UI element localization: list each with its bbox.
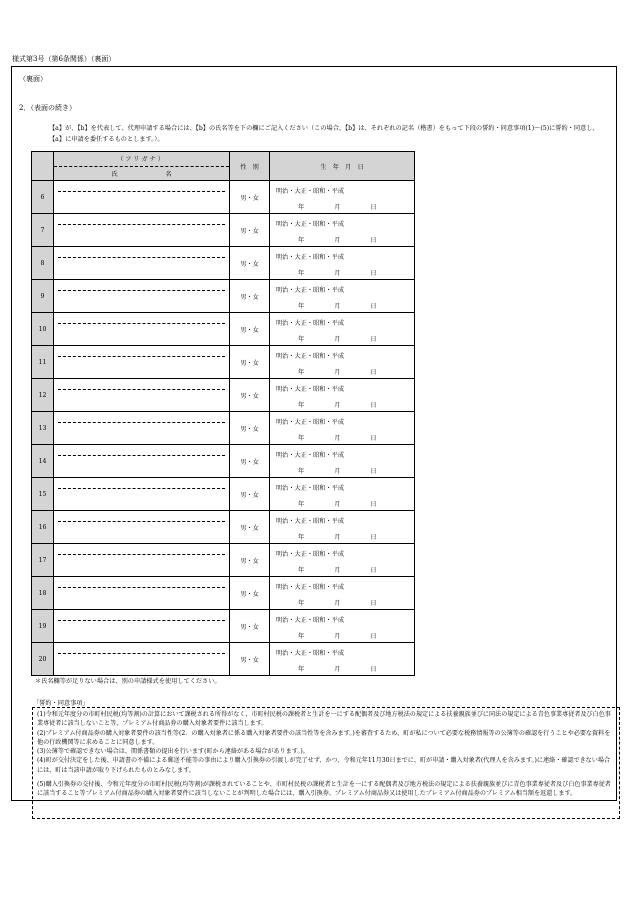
vow-item-5: (5)購入引換券の交付後、令和元年度分の市町村民税(均等割)が課税されていることや、市町村民税の課税者と生計を一にする配偶者及び地方税法の規定による扶養親族並びに青色事業専従者及び白色事業専従者に該当すること等プレミアム付商品券の購入対象者要件に該当しないことが判明した場合には、購入引換券、プレミアム付商品券又は使用したプレミアム付商品券のプレミアム相当額を返還します。 xyxy=(37,781,611,798)
table-row xyxy=(32,610,415,643)
era-options: 明治・大正・昭和・平成 xyxy=(276,221,345,228)
table-row xyxy=(32,181,415,214)
name-field[interactable] xyxy=(54,610,230,643)
gender-field[interactable]: 男・女 xyxy=(230,214,270,247)
row-number: 11 xyxy=(32,346,54,379)
month-label: 月 xyxy=(334,336,341,343)
table-row xyxy=(32,313,415,346)
name-field[interactable] xyxy=(54,214,230,247)
dob-field[interactable] xyxy=(270,412,415,445)
name-field[interactable] xyxy=(54,445,230,478)
day-label: 日 xyxy=(370,435,377,442)
month-label: 月 xyxy=(334,501,341,508)
year-label: 年 xyxy=(298,600,305,607)
furigana-field[interactable] xyxy=(58,643,225,654)
month-label: 月 xyxy=(334,534,341,541)
era-options: 明治・大正・昭和・平成 xyxy=(276,188,345,195)
applicant-table xyxy=(31,151,415,676)
row-number: 12 xyxy=(32,379,54,412)
furigana-field[interactable] xyxy=(58,445,225,456)
dob-field[interactable] xyxy=(270,247,415,280)
era-options: 明治・大正・昭和・平成 xyxy=(276,419,345,426)
vow-box xyxy=(32,707,620,819)
vow-item-1: (1)令和元年度分の市町村民税(均等割)の計算において課税される所得がなく、市町村民税の課税者と生計を一にする配偶者及び地方税法の規定による扶養親族並びに同法の規定による青色事業専従者及び白色事業専従者に該当しないこと等、プレミアム付商品券の購入対象者要件に該当します。 xyxy=(37,711,611,728)
furigana-field[interactable] xyxy=(58,577,225,588)
gender-field[interactable]: 男・女 xyxy=(230,511,270,544)
day-label: 日 xyxy=(370,369,377,376)
row-number: 9 xyxy=(32,280,54,313)
furigana-field[interactable] xyxy=(58,610,225,621)
month-label: 月 xyxy=(334,369,341,376)
row-number: 14 xyxy=(32,445,54,478)
year-label: 年 xyxy=(298,237,305,244)
row-number: 13 xyxy=(32,412,54,445)
furigana-field[interactable] xyxy=(58,313,225,324)
gender-field[interactable]: 男・女 xyxy=(230,445,270,478)
year-label: 年 xyxy=(298,534,305,541)
reverse-label: （裏面） xyxy=(19,75,47,83)
name-field[interactable] xyxy=(54,181,230,214)
gender-field[interactable]: 男・女 xyxy=(230,379,270,412)
day-label: 日 xyxy=(370,402,377,409)
gender-field[interactable]: 男・女 xyxy=(230,181,270,214)
dob-field[interactable] xyxy=(270,643,415,676)
row-number: 16 xyxy=(32,511,54,544)
name-field[interactable] xyxy=(54,643,230,676)
vow-item-3: (3)公簿等で確認できない場合は、関係書類の提出を行います(町から連絡がある場合があります。)。 xyxy=(37,748,309,756)
dob-field[interactable] xyxy=(270,313,415,346)
dob-field[interactable] xyxy=(270,214,415,247)
era-options: 明治・大正・昭和・平成 xyxy=(276,584,345,591)
era-options: 明治・大正・昭和・平成 xyxy=(276,518,345,525)
month-label: 月 xyxy=(334,435,341,442)
header-name xyxy=(54,152,230,181)
month-label: 月 xyxy=(334,303,341,310)
furigana-field[interactable] xyxy=(58,280,225,291)
month-label: 月 xyxy=(334,204,341,211)
day-label: 日 xyxy=(370,534,377,541)
furigana-field[interactable] xyxy=(58,511,225,522)
month-label: 月 xyxy=(334,402,341,409)
header-gender: 性 別 xyxy=(230,152,270,181)
table-row xyxy=(32,643,415,676)
section-title: 2．（表面の続き） xyxy=(19,104,76,112)
month-label: 月 xyxy=(334,600,341,607)
row-number: 15 xyxy=(32,478,54,511)
header-number xyxy=(32,152,54,181)
dob-field[interactable] xyxy=(270,544,415,577)
table-row xyxy=(32,511,415,544)
day-label: 日 xyxy=(370,567,377,574)
table-row xyxy=(32,280,415,313)
table-row xyxy=(32,214,415,247)
dob-field[interactable] xyxy=(270,478,415,511)
form-frame xyxy=(11,66,617,801)
era-options: 明治・大正・昭和・平成 xyxy=(276,320,345,327)
year-label: 年 xyxy=(298,501,305,508)
table-row xyxy=(32,478,415,511)
gender-field[interactable]: 男・女 xyxy=(230,412,270,445)
table-body xyxy=(32,181,415,676)
intro-text: 【a】が、【b】を代表して、代理申請する場合には、【b】の氏名等を下の欄にご記入ください（この場合、【b】は、それぞれの記名（楷書）をもって下段の誓約・同意事項(1)～(5)に誓約・同意し、【a】に申請を委任するものとします。）。 xyxy=(49,125,599,143)
row-number: 8 xyxy=(32,247,54,280)
year-label: 年 xyxy=(298,402,305,409)
era-options: 明治・大正・昭和・平成 xyxy=(276,386,345,393)
gender-field[interactable]: 男・女 xyxy=(230,643,270,676)
row-number: 6 xyxy=(32,181,54,214)
year-label: 年 xyxy=(298,567,305,574)
table-row xyxy=(32,412,415,445)
year-label: 年 xyxy=(298,303,305,310)
table-row xyxy=(32,544,415,577)
month-label: 月 xyxy=(334,666,341,673)
year-label: 年 xyxy=(298,336,305,343)
table-row xyxy=(32,577,415,610)
day-label: 日 xyxy=(370,633,377,640)
day-label: 日 xyxy=(370,204,377,211)
furigana-field[interactable] xyxy=(58,214,225,225)
day-label: 日 xyxy=(370,336,377,343)
year-label: 年 xyxy=(298,633,305,640)
name-field[interactable] xyxy=(54,544,230,577)
era-options: 明治・大正・昭和・平成 xyxy=(276,650,345,657)
row-number: 20 xyxy=(32,643,54,676)
day-label: 日 xyxy=(370,600,377,607)
day-label: 日 xyxy=(370,501,377,508)
furigana-field[interactable] xyxy=(58,346,225,357)
name-field[interactable] xyxy=(54,346,230,379)
row-number: 19 xyxy=(32,610,54,643)
era-options: 明治・大正・昭和・平成 xyxy=(276,287,345,294)
furigana-field[interactable] xyxy=(58,379,225,390)
name-field[interactable] xyxy=(54,412,230,445)
year-label: 年 xyxy=(298,270,305,277)
era-options: 明治・大正・昭和・平成 xyxy=(276,452,345,459)
name-field[interactable] xyxy=(54,577,230,610)
name-field[interactable] xyxy=(54,379,230,412)
table-row xyxy=(32,346,415,379)
dob-field[interactable] xyxy=(270,511,415,544)
dob-field[interactable] xyxy=(270,346,415,379)
row-number: 18 xyxy=(32,577,54,610)
month-label: 月 xyxy=(334,567,341,574)
vow-title: 「誓約・同意事項」 xyxy=(33,700,89,707)
header-furigana: （フリガナ） xyxy=(54,152,229,167)
name-field[interactable] xyxy=(54,313,230,346)
year-label: 年 xyxy=(298,666,305,673)
gender-field[interactable]: 男・女 xyxy=(230,478,270,511)
form-label: 様式第3号（第6条関係）（裏面） xyxy=(12,55,116,63)
furigana-field[interactable] xyxy=(58,478,225,489)
day-label: 日 xyxy=(370,303,377,310)
year-label: 年 xyxy=(298,204,305,211)
dob-field[interactable] xyxy=(270,610,415,643)
name-field[interactable] xyxy=(54,478,230,511)
era-options: 明治・大正・昭和・平成 xyxy=(276,254,345,261)
dob-field[interactable] xyxy=(270,379,415,412)
row-number: 17 xyxy=(32,544,54,577)
name-field[interactable] xyxy=(54,280,230,313)
row-number: 10 xyxy=(32,313,54,346)
row-number: 7 xyxy=(32,214,54,247)
header-dob: 生 年 月 日 xyxy=(270,152,415,181)
day-label: 日 xyxy=(370,666,377,673)
furigana-field[interactable] xyxy=(58,544,225,555)
month-label: 月 xyxy=(334,468,341,475)
table-row xyxy=(32,379,415,412)
year-label: 年 xyxy=(298,369,305,376)
gender-field[interactable]: 男・女 xyxy=(230,346,270,379)
vow-item-4: (4)町が交付決定をした後、申請書の不備による郵送不能等の事由により購入引換券の引渡しが完了せず、かつ、令和元年11月30日までに、町が申請・購入対象者(代理人を含みます。)に連絡・確認できない場合には、町は当該申請が取り下げられたものとみなします。 xyxy=(37,757,611,774)
month-label: 月 xyxy=(334,237,341,244)
dob-field[interactable] xyxy=(270,445,415,478)
year-label: 年 xyxy=(298,468,305,475)
header-name-given: 名 xyxy=(165,170,172,178)
month-label: 月 xyxy=(334,633,341,640)
vow-item-2: (2)プレミアム付商品券の購入対象者要件の該当性等(2．の購入対象者に係る購入対象者要件の該当性等を含みます。)を審査するため、町が私について必要な税務情報等の公簿等の確認を行うことや必要な資料を他の行政機関等に求めることに同意します。 xyxy=(37,729,611,746)
gender-field[interactable]: 男・女 xyxy=(230,577,270,610)
furigana-field[interactable] xyxy=(58,412,225,423)
gender-field[interactable]: 男・女 xyxy=(230,544,270,577)
gender-field[interactable]: 男・女 xyxy=(230,610,270,643)
era-options: 明治・大正・昭和・平成 xyxy=(276,551,345,558)
dob-field[interactable] xyxy=(270,577,415,610)
month-label: 月 xyxy=(334,270,341,277)
dob-field[interactable] xyxy=(270,280,415,313)
gender-field[interactable]: 男・女 xyxy=(230,247,270,280)
name-field[interactable] xyxy=(54,247,230,280)
year-label: 年 xyxy=(298,435,305,442)
table-row xyxy=(32,247,415,280)
dob-field[interactable] xyxy=(270,181,415,214)
furigana-field[interactable] xyxy=(58,247,225,258)
furigana-field[interactable] xyxy=(58,181,225,192)
era-options: 明治・大正・昭和・平成 xyxy=(276,353,345,360)
era-options: 明治・大正・昭和・平成 xyxy=(276,617,345,624)
gender-field[interactable]: 男・女 xyxy=(230,313,270,346)
day-label: 日 xyxy=(370,468,377,475)
name-field[interactable] xyxy=(54,511,230,544)
era-options: 明治・大正・昭和・平成 xyxy=(276,485,345,492)
table-row xyxy=(32,445,415,478)
gender-field[interactable]: 男・女 xyxy=(230,280,270,313)
day-label: 日 xyxy=(370,237,377,244)
day-label: 日 xyxy=(370,270,377,277)
header-name-family: 氏 xyxy=(111,170,118,178)
footnote: ＊氏名欄等が足りない場合は、別の申請様式を使用してください。 xyxy=(35,678,221,685)
